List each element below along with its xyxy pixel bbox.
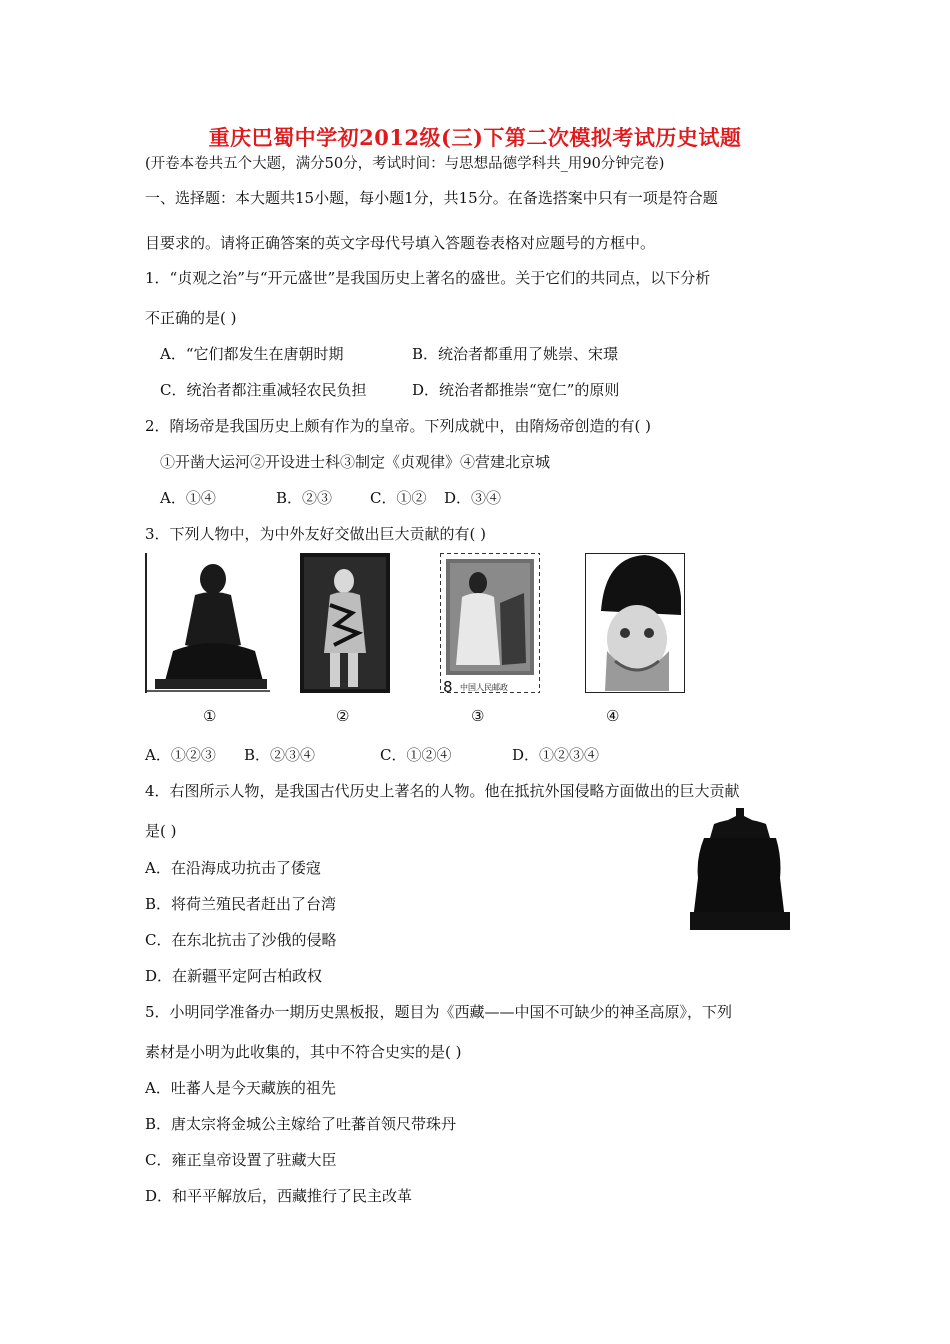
figure-caption-2: ②: [336, 707, 350, 725]
question-3-option-c: C．①②④: [380, 746, 452, 764]
question-1-option-d: D．统治者都推崇“宽仁”的原则: [412, 381, 620, 399]
question-5-option-b: B．唐太宗将金城公主嫁给了吐蕃首领尺带珠丹: [145, 1115, 457, 1133]
question-4-stem-line-2: 是( ): [145, 822, 177, 840]
question-4-option-d: D．在新疆平定阿古柏政权: [145, 967, 323, 985]
question-3-option-d: D．①②③④: [512, 746, 600, 764]
question-2-option-d: D．③④: [444, 489, 502, 507]
question-2-items: ①开凿大运河②开设进士科③制定《贞观律》④营建北京城: [160, 453, 551, 471]
question-2-stem: 2．隋场帝是我国历史上颇有作为的皇帝。下列成就中，由隋炀帝创造的有( ): [145, 417, 652, 435]
exam-title: 重庆巴蜀中学初2012级(三)下第二次模拟考试历史试题: [208, 125, 742, 150]
question-3-option-a: A．①②③: [145, 746, 216, 764]
question-5-option-a: A．吐蕃人是今天藏族的祖先: [145, 1079, 336, 1097]
figure-historical-person-silhouette-image: [690, 808, 790, 930]
question-5-stem-line-1: 5．小明同学准备办一期历史黑板报，题目为《西藏——中国不可缺少的神圣高原》，下列: [145, 1003, 733, 1021]
question-2-option-c: C．①②: [370, 489, 427, 507]
figure-caption-4: ④: [606, 707, 620, 725]
question-1-option-c: C．统治者都注重减轻农民负担: [160, 381, 367, 399]
question-1-option-a: A．“它们都发生在唐朝时期: [160, 345, 344, 363]
question-4-option-b: B．将荷兰殖民者赶出了台湾: [145, 895, 337, 913]
figure-caption-3: ③: [471, 707, 485, 725]
question-1-option-b: B．统治者都重用了姚崇、宋璟: [412, 345, 619, 363]
stamp-issuer-text: 中国人民邮政: [460, 683, 508, 692]
section-instructions-line-1: 一、选择题：本大题共15小题，每小题1分，共15分。在备选搭案中只有一项是符合题: [145, 189, 718, 207]
question-1-stem-line-2: 不正确的是( ): [145, 309, 237, 327]
figure-caption-1: ①: [203, 707, 217, 725]
section-instructions-line-2: 目要求的。请将正确答案的英文字母代号填入答题卷表格对应题号的方框中。: [145, 234, 656, 252]
question-5-option-d: D．和平平解放后，西藏推行了民主改革: [145, 1187, 413, 1205]
question-3-option-b: B．②③④: [244, 746, 316, 764]
figure-seated-monk-image: [145, 553, 270, 693]
question-4-option-a: A．在沿海成功抗击了倭寇: [145, 859, 321, 877]
question-1-stem-line-1: 1．“贞观之治”与“开元盛世”是我国历史上著名的盛世。关于它们的共同点，以下分析: [145, 269, 711, 287]
question-3-stem: 3．下列人物中，为中外友好交做出巨大贡献的有( ): [145, 525, 487, 543]
question-5-stem-line-2: 素材是小明为此收集的，其中不符合史实的是( ): [145, 1043, 462, 1061]
question-2-option-a: A．①④: [160, 489, 216, 507]
figure-standing-figure-image: [300, 553, 390, 693]
figure-postage-stamp-image: [440, 553, 540, 693]
question-4-option-c: C．在东北抗击了沙俄的侵略: [145, 931, 337, 949]
figure-portrait-image: [585, 553, 685, 693]
exam-subtitle: (开卷本卷共五个大题，满分50分，考试时间：与思想品德学科共_用90分钟完卷): [145, 156, 665, 172]
stamp-value: 8: [443, 678, 453, 696]
question-2-option-b: B．②③: [276, 489, 333, 507]
question-4-stem-line-1: 4．右图所示人物，是我国古代历史上著名的人物。他在抵抗外国侵略方面做出的巨大贡献: [145, 782, 740, 800]
question-5-option-c: C．雍正皇帝设置了驻藏大臣: [145, 1151, 337, 1169]
